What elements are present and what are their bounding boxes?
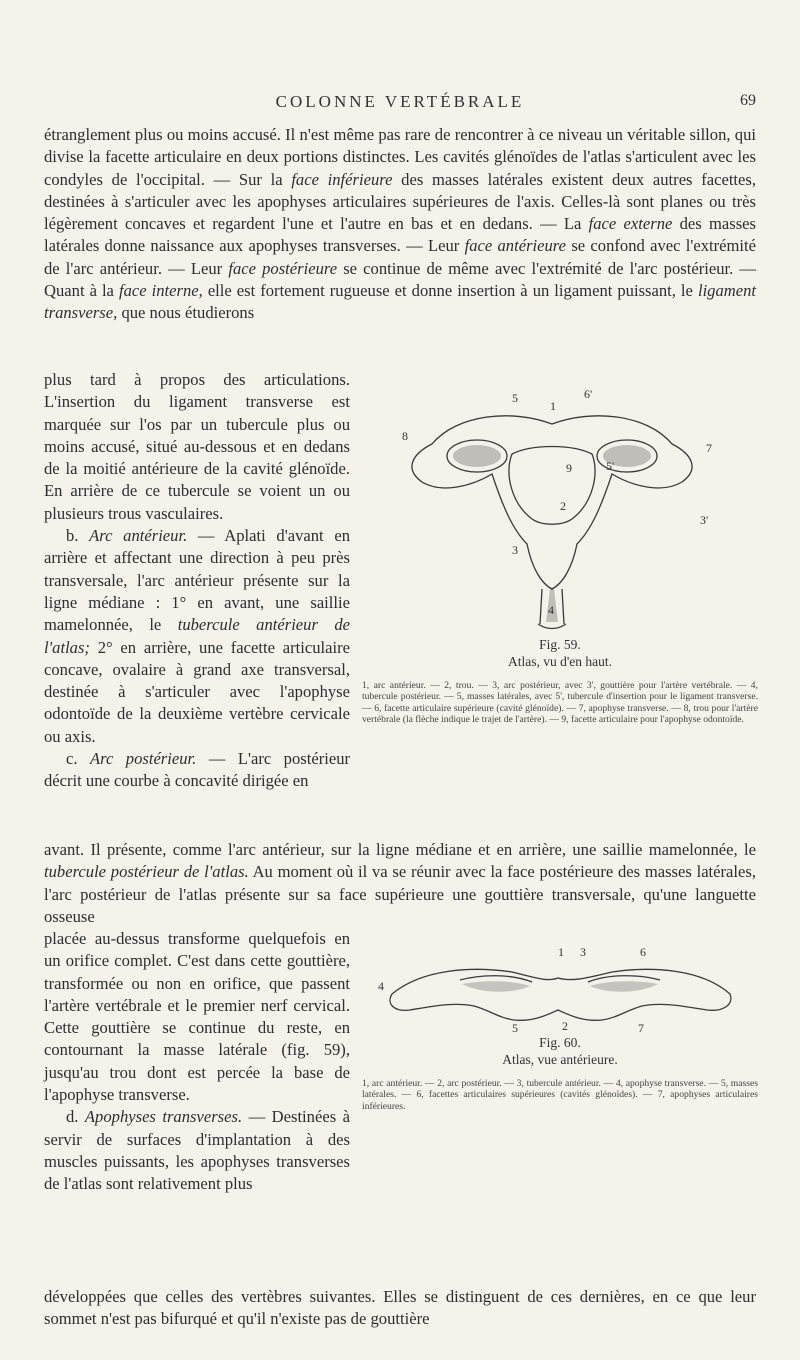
term-tubercule-posterieur: tubercule postérieur de l'atlas. — [44, 862, 249, 882]
fig60-label-5: 5 — [512, 1021, 518, 1034]
para1-text-c: des masses latérales donne naissance aux apophyses transverses. — Leur — [44, 214, 756, 256]
fig59-label-3p: 3' — [700, 513, 709, 527]
fig59-label-2: 2 — [560, 499, 566, 513]
term-face-inferieure: face inférieure — [291, 169, 393, 189]
fig59-label-1: 1 — [550, 399, 556, 413]
para4-text-a: — Destinées à servir de surfaces d'implantation à des muscles puissants, les apophyses transverses de l'atlas sont relativement plus — [44, 1107, 350, 1194]
paragraph-3-middle — [44, 839, 756, 928]
term-face-externe: face externe — [588, 214, 673, 234]
fig60-label-1: 1 — [558, 945, 564, 959]
paragraph-4-end — [44, 1286, 756, 1331]
fig60-label-2: 2 — [562, 1019, 568, 1033]
term-tubercule-anterieur: tubercule antérieur de l'atlas; — [44, 615, 350, 657]
para3-text-c: Au moment où il va se réunir avec la face postérieure des masses latérales, l'arc postérieur de l'atlas présente sur sa face supérieure une gouttière transversale, qu'une languette osseuse — [44, 862, 757, 926]
label-b: b. — [66, 526, 79, 546]
page-header — [0, 92, 800, 116]
atlas-front-view-illustration — [362, 944, 758, 1034]
heading-apophyses-transverses: Apophyses transverses. — [84, 1107, 243, 1127]
para1-text-d: se confond avec l'extrémité de l'arc antérieur. — Leur — [44, 236, 757, 278]
para1-text-f: elle est fortement rugueuse et donne insertion à un ligament puissant, le — [207, 281, 693, 301]
fig60-label-7: 7 — [638, 1021, 644, 1034]
fig59-subtitle: Atlas, vu d'en haut. — [507, 654, 613, 669]
running-head: COLONNE VERTÉBRALE — [275, 92, 525, 111]
paragraph-1 — [44, 124, 756, 325]
fig59-label-8: 8 — [402, 429, 408, 443]
para3-text-b: avant. Il présente, comme l'arc antérieur, sur la ligne médiane et en arrière, une saillie mamelonnée, le — [44, 840, 756, 859]
term-ligament-transverse: ligament transverse, — [44, 281, 757, 323]
fig59-caption: 1, arc antérieur. — 2, trou. — 3, arc postérieur, avec 3', gouttière pour l'artère vertébrale. — 4, tubercule postérieur. — 5, masses latérales, avec 5', tubercule d'insertion pour le ligament transverse. — 6, facette articulaire supérieure (cavité glénoïde). — 7, apophyse transverse. — 8, trou pour l'artère vertébrale (la flèche indique le trajet de l'artère). — 9, facette articulaire pour l'apophyse odontoïde. — [362, 680, 758, 726]
para2-text-b: 2° en arrière, une facette articulaire concave, ovalaire à grand axe transversal, destinée à s'articuler avec l'apophyse odontoïde de la deuxième vertèbre cervicale ou axis. — [44, 637, 350, 746]
term-face-posterieure: face postérieure — [228, 258, 338, 278]
fig59-label-5p: 5' — [606, 459, 615, 473]
fig59-title: Fig. 59. — [539, 637, 581, 652]
fig60-label-4: 4 — [378, 979, 384, 993]
atlas-top-view-illustration — [362, 374, 758, 636]
para1-text-e: se continue de même avec l'extrémité de l'arc postérieur. — Quant à la — [44, 258, 756, 301]
fig60-title: Fig. 60. — [539, 1035, 581, 1050]
figure-59 — [362, 374, 758, 726]
fig59-label-5: 5 — [512, 391, 518, 405]
heading-arc-anterieur: Arc antérieur. — [89, 526, 188, 546]
paragraph-4 — [44, 1106, 350, 1195]
para2-text-a: — Aplati d'avant en arrière et affectant une direction à peu près transversale, l'arc antérieur présente sur la ligne médiane : 1° en avant, une saillie mamelonnée, le — [44, 526, 350, 635]
para4-text-b: développées que celles des vertèbres suivantes. Elles se distinguent de ces dernières, en ce que leur sommet n'est pas bifurqué et qu'il n'existe pas de gouttière — [44, 1287, 756, 1329]
para3-text-d: placée au-dessus transforme quelquefois en un orifice complet. C'est dans cette gouttière, transformée ou non en orifice, que passent l'artère vertébrale et le premier nerf cervical. Cette gouttière se continue du reste, en contournant la masse latérale (fig. 59), jusqu'au trou dont est percée la base de l'apophyse transverse. — [44, 929, 350, 1105]
para1-text-b: des masses latérales existent deux autres facettes, destinées à s'articuler avec les apophyses articulaires supérieures de l'axis. Celles-là sont planes ou très légèrement concaves et regardent l'une et l'autre en bas et en dedans. — La — [44, 169, 757, 234]
fig60-label-3: 3 — [580, 945, 586, 959]
left-column-1 — [44, 369, 350, 793]
label-c: c. — [66, 749, 78, 769]
term-face-interne: face interne, — [118, 281, 203, 301]
para1-text: étranglement plus ou moins accusé. Il n'est même pas rare de rencontrer à ce niveau un véritable sillon, qui divise la facette articulaire en deux portions distinctes. Les cavités glénoïdes de l'atlas s'articulent avec les condyles de l'occipital. — Sur la — [44, 125, 756, 189]
para1-continued: plus tard à propos des articulations. L'insertion du ligament transverse est marquée sur l'os par un tubercule plus ou moins accusé, situé au-dessous et en dedans de la moitié antérieure de la cavité glénoïde. En arrière de ce tubercule se voient un ou plusieurs trous vasculaires. — [44, 370, 350, 523]
page-number: 69 — [740, 92, 756, 109]
fig59-label-4: 4 — [548, 603, 554, 617]
para3-text-a: — L'arc postérieur décrit une courbe à concavité dirigée en — [44, 749, 351, 791]
fig60-label-6: 6 — [640, 945, 646, 959]
paragraph-2 — [44, 525, 350, 748]
fig59-label-9: 9 — [566, 461, 572, 475]
fig59-label-6p: 6' — [584, 387, 593, 401]
para1-text-g: que nous étudierons — [121, 303, 255, 323]
left-column-2 — [44, 928, 350, 1196]
fig59-label-7: 7 — [706, 441, 712, 455]
fig60-caption: 1, arc antérieur. — 2, arc postérieur. — 3, tubercule antérieur. — 4, apophyse transverse. — 5, masses latérales. — 6, facettes articulaires supérieures (cavités glénoïdes). — 7, apophyses articulaires inférieures. — [362, 1078, 758, 1112]
term-face-anterieure: face antérieure — [464, 236, 567, 256]
paragraph-3-start — [44, 748, 350, 793]
heading-arc-posterieur: Arc postérieur. — [89, 749, 197, 769]
figure-60 — [362, 944, 758, 1112]
fig60-subtitle: Atlas, vue antérieure. — [502, 1052, 618, 1067]
label-d: d. — [66, 1107, 79, 1127]
fig59-label-3: 3 — [512, 543, 518, 557]
